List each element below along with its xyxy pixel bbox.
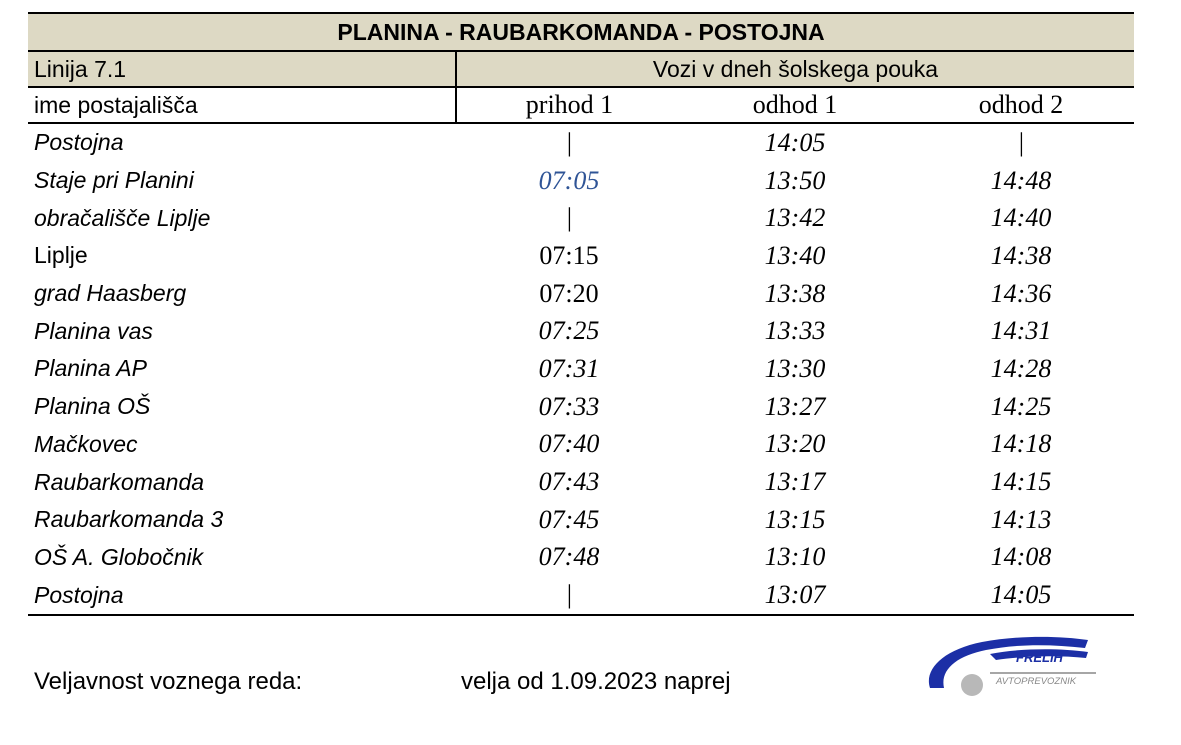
table-row <box>28 350 1134 388</box>
time-cell: | <box>565 203 573 233</box>
time-cell: | <box>456 576 682 615</box>
table-row <box>28 199 1134 237</box>
table-row <box>28 463 1134 501</box>
table-row <box>28 426 1134 464</box>
time-cell: 14:08 <box>990 542 1052 572</box>
table-row <box>28 501 1134 539</box>
time-cell: 07:43 <box>538 467 600 497</box>
time-cell: 13:30 <box>764 353 826 383</box>
time-cell: 07:20 <box>539 278 599 308</box>
table-row <box>28 388 1134 426</box>
time-cell: 14:36 <box>990 278 1052 308</box>
stop-name: Raubarkomanda 3 <box>34 506 224 533</box>
stop-name: Planina vas <box>34 317 153 344</box>
time-cell: 13:15 <box>764 504 826 534</box>
time-cell: 07:40 <box>538 429 600 459</box>
stop-name: Planina OŠ <box>34 393 151 420</box>
time-cell: 07:15 <box>539 240 599 270</box>
time-cell: 07:33 <box>538 391 600 421</box>
time-cell: 13:10 <box>764 542 826 572</box>
time-cell: 14:13 <box>990 504 1052 534</box>
timetable-table <box>28 12 1134 616</box>
stop-name: OŠ A. Globočnik <box>34 543 204 570</box>
line-number: Linija 7.1 <box>28 51 456 87</box>
frelih-logo <box>920 628 1100 700</box>
table-row <box>28 576 1134 615</box>
validity-value: velja od 1.09.2023 naprej <box>461 668 731 695</box>
stop-name: Staje pri Planini <box>34 167 194 194</box>
logo-name: FRELIH <box>1016 650 1063 665</box>
time-cell: 14:48 <box>990 165 1052 195</box>
stop-name: Postojna <box>34 129 124 156</box>
time-cell: 14:18 <box>990 429 1052 459</box>
time-cell: 14:05 <box>908 576 1134 615</box>
table-row <box>28 539 1134 577</box>
time-cell: 13:38 <box>764 278 826 308</box>
time-cell: 13:42 <box>764 203 826 233</box>
stop-name: Liplje <box>34 242 88 269</box>
stop-name: Planina AP <box>34 355 147 382</box>
time-cell: 13:40 <box>764 240 826 270</box>
col-header-arrival-1: prihod 1 <box>456 87 682 123</box>
time-cell: | <box>1017 127 1025 157</box>
time-cell: 13:33 <box>764 316 826 346</box>
timetable-title: PLANINA - RAUBARKOMANDA - POSTOJNA <box>28 13 1134 51</box>
time-cell: 07:48 <box>538 542 600 572</box>
time-cell: 13:20 <box>764 429 826 459</box>
time-cell: 07:05 <box>538 165 600 195</box>
validity-label: Veljavnost voznega reda: <box>34 668 303 695</box>
time-cell: 13:07 <box>682 576 908 615</box>
table-row <box>28 162 1134 200</box>
time-cell: 13:27 <box>764 391 826 421</box>
time-cell: 13:50 <box>764 165 826 195</box>
stop-name: obračališče Liplje <box>34 204 211 231</box>
table-row <box>28 275 1134 313</box>
time-cell: 07:31 <box>538 353 600 383</box>
stop-name: Postojna <box>28 576 456 615</box>
operating-days: Vozi v dneh šolskega pouka <box>456 51 1134 87</box>
time-cell: 07:25 <box>538 316 600 346</box>
col-header-departure-2: odhod 2 <box>908 87 1134 123</box>
time-cell: 07:45 <box>538 504 600 534</box>
col-header-stop: ime postajališča <box>28 87 456 123</box>
time-cell: 13:17 <box>764 467 826 497</box>
col-header-departure-1: odhod 1 <box>682 87 908 123</box>
stop-name: grad Haasberg <box>34 280 187 307</box>
time-cell: 14:40 <box>990 203 1052 233</box>
time-cell: | <box>565 127 573 157</box>
time-cell: 14:05 <box>764 127 826 157</box>
table-row <box>28 123 1134 162</box>
time-cell: 14:38 <box>990 240 1052 270</box>
table-row <box>28 312 1134 350</box>
table-row <box>28 237 1134 275</box>
time-cell: 14:15 <box>990 467 1052 497</box>
stop-name: Raubarkomanda <box>34 468 205 495</box>
time-cell: 14:25 <box>990 391 1052 421</box>
logo-wheel <box>961 674 983 696</box>
stop-name: Mačkovec <box>34 430 138 457</box>
time-cell: 14:31 <box>990 316 1052 346</box>
time-cell: 14:28 <box>990 353 1052 383</box>
logo-sub: AVTOPREVOZNIK <box>996 676 1077 687</box>
timetable <box>28 12 1134 616</box>
